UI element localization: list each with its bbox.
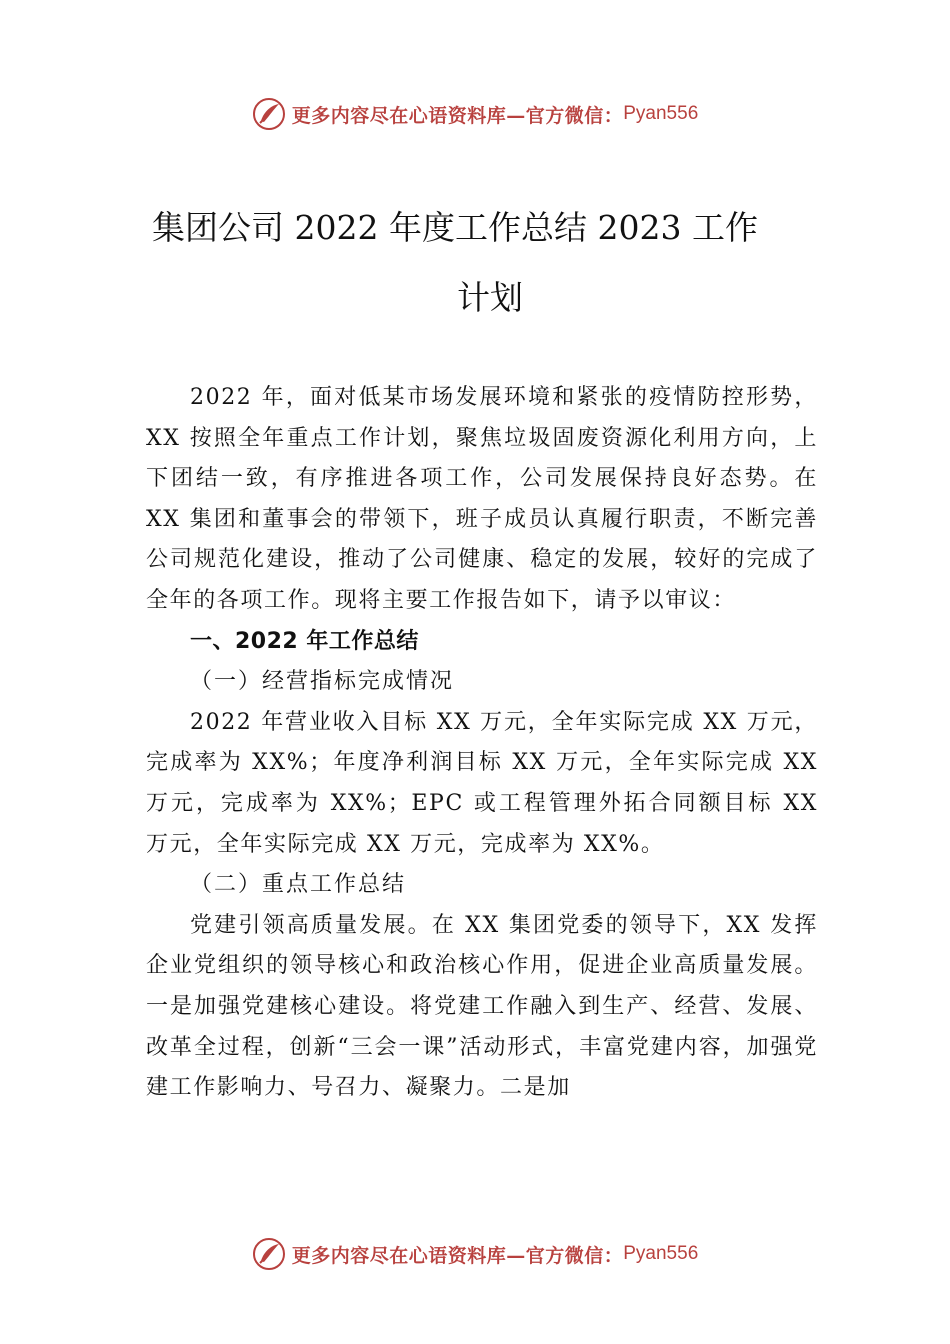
brand-logo-icon (252, 1237, 286, 1271)
banner-wechat-id: Pyan556 (623, 1243, 699, 1264)
banner-text: 更多内容尽在心语资料库—官方微信： (291, 1244, 624, 1267)
banner-wechat-id: Pyan556 (623, 103, 699, 124)
brand-logo-icon (252, 97, 286, 131)
header-watermark-banner (0, 92, 950, 136)
intro-paragraph: 2022 年，面对低某市场发展环境和紧张的疫情防控形势，XX 按照全年重点工作计划，聚焦垃圾固废资源化利用方向，上下团结一致，有序推进各项工作，公司发展保持良好态势。在 XX 集团和董事会的带领下，班子成员认真履行职责，不断完善公司规范化建设，推动了公司健康、稳定的发展，较好的完成了全年的各项工作。现将主要工作报告如下，请予以审议： (146, 385, 818, 613)
section-heading: 一、2022 年工作总结 (190, 628, 419, 654)
document-title-line-2: 计划 (457, 278, 523, 317)
subsection-2-paragraph: 党建引领高质量发展。在 XX 集团党委的领导下，XX 发挥企业党组织的领导核心和政治核心作用，促进企业高质量发展。一是加强党建核心建设。将党建工作融入到生产、经营、发展、改革全过程，创新“三会一课”活动形式，丰富党建内容，加强党建工作影响力、号召力、凝聚力。二是加 (146, 912, 818, 1101)
document-body (146, 378, 818, 1109)
subsection-heading-1: （一）经营指标完成情况 (190, 669, 455, 695)
subsection-1-paragraph: 2022 年营业收入目标 XX 万元，全年实际完成 XX 万元，完成率为 XX%；年度净利润目标 XX 万元，全年实际完成 XX 万元，完成率为 XX%；EPC 或工程管理外拓合同额目标 XX 万元，全年实际完成 XX 万元，完成率为 XX%。 (146, 709, 818, 857)
footer-watermark-banner (0, 1232, 950, 1276)
banner-text: 更多内容尽在心语资料库—官方微信： (291, 104, 624, 127)
document-title-line-1: 集团公司 2022 年度工作总结 2023 工作 (152, 208, 758, 247)
subsection-heading-2: （二）重点工作总结 (190, 872, 407, 898)
